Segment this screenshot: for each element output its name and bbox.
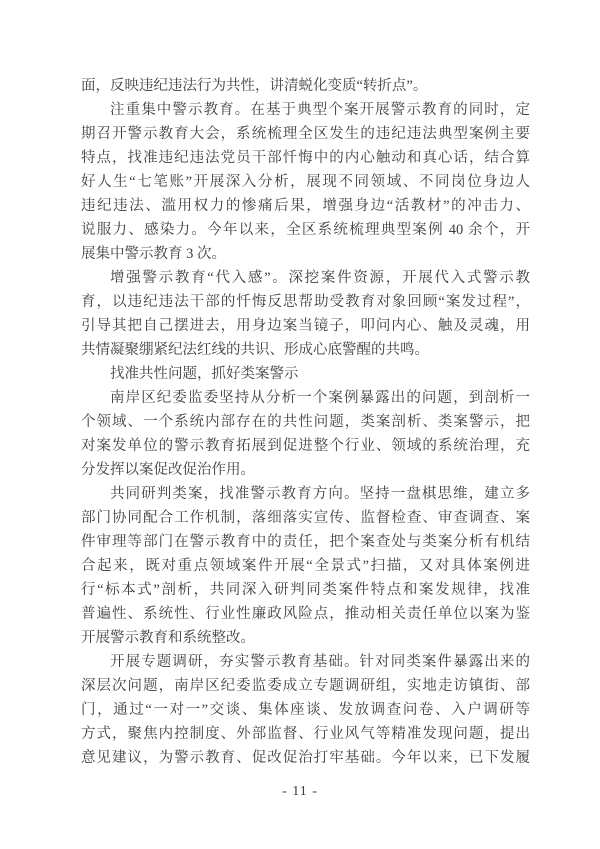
text-line: 方式，聚焦内控制度、外部监督、行业风气等精准发现问题，提出 xyxy=(81,726,530,742)
text-line: 期召开警示教育大会，系统梳理全区发生的违纪违法典型案例主要 xyxy=(81,126,530,142)
text-line: 分发挥以案促改促治作用。 xyxy=(81,462,255,478)
paragraph xyxy=(81,362,530,386)
text-line: 注重集中警示教育。在基于典型个案开展警示教育的同时，定 xyxy=(110,102,530,118)
paragraph xyxy=(81,98,530,266)
text-line: 开展警示教育和系统整改。 xyxy=(81,630,255,646)
text-line: 件审理等部门在警示教育中的责任，把个案查处与类案分析有机结 xyxy=(81,534,530,550)
text-line: 面，反映违纪违法行为共性，讲清蜕化变质“转折点”。 xyxy=(81,78,428,94)
text-line: 部门协同配合工作机制，落细落实宣传、监督检查、审查调查、案 xyxy=(81,510,530,526)
text-line: 找准共性问题，抓好类案警示 xyxy=(110,366,299,382)
text-line: 增强警示教育“代入感”。深挖案件资源，开展代入式警示教 xyxy=(110,270,530,286)
text-line: 展集中警示教育 3 次。 xyxy=(81,246,226,262)
text-line: 南岸区纪委监委坚持从分析一个案例暴露出的问题，到剖析一 xyxy=(110,390,530,406)
paragraph xyxy=(81,266,530,362)
text-line: 违纪违法、滥用权力的惨痛后果，增强身边“活教材”的冲击力、 xyxy=(81,198,530,214)
paragraph xyxy=(81,386,530,482)
text-line: 门，通过“一对一”交谈、集体座谈、发放调查问卷、入户调研等 xyxy=(81,702,530,718)
text-line: 共情凝聚绷紧纪法红线的共识、形成心底警醒的共鸣。 xyxy=(81,342,429,358)
paragraph xyxy=(81,74,530,98)
text-line: 好人生“七笔账”开展深入分析，展现不同领域、不同岗位身边人 xyxy=(81,174,530,190)
text-line: 对案发单位的警示教育拓展到促进整个行业、领域的系统治理，充 xyxy=(81,438,530,454)
text-line: 意见建议，为警示教育、促改促治打牢基础。今年以来，已下发履 xyxy=(81,750,530,766)
text-line: 特点，找准违纪违法党员干部忏悔中的内心触动和真心话，结合算 xyxy=(81,150,530,166)
text-line: 个领域、一个系统内部存在的共性问题，类案剖析、类案警示，把 xyxy=(81,414,530,430)
page-number: - 11 - xyxy=(282,784,318,799)
text-line: 普遍性、系统性、行业性廉政风险点，推动相关责任单位以案为鉴 xyxy=(81,606,530,622)
text-block xyxy=(81,74,530,770)
text-line: 共同研判类案，找准警示教育方向。坚持一盘棋思维，建立多 xyxy=(110,486,530,502)
text-line: 育，以违纪违法干部的忏悔反思帮助受教育对象回顾“案发过程”， xyxy=(81,294,530,310)
text-line: 深层次问题，南岸区纪委监委成立专题调研组，实地走访镇街、部 xyxy=(81,678,530,694)
text-line: 说服力、感染力。今年以来，全区系统梳理典型案例 40 余个，开 xyxy=(81,222,530,238)
text-line: 开展专题调研，夯实警示教育基础。针对同类案件暴露出来的 xyxy=(110,654,530,670)
paragraph xyxy=(81,650,530,770)
text-line: 引导其把自己摆进去，用身边案当镜子，叩问内心、触及灵魂，用 xyxy=(81,318,530,334)
text-line: 行“标本式”剖析，共同深入研判同类案件特点和案发规律，找准 xyxy=(81,582,530,598)
text-line: 合起来，既对重点领域案件开展“全景式”扫描，又对具体案例进 xyxy=(81,558,530,574)
paragraph xyxy=(81,482,530,650)
